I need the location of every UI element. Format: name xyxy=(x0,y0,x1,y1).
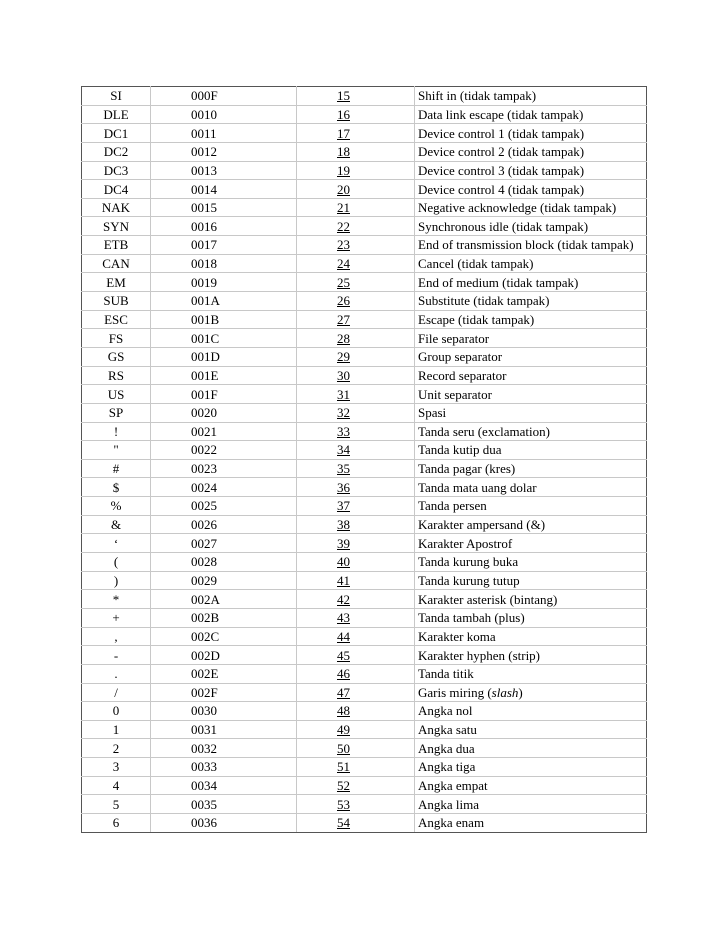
char-cell: 4 xyxy=(82,776,151,795)
hex-code-cell: 0036 xyxy=(151,813,297,832)
char-cell: 5 xyxy=(82,795,151,814)
description-cell: Tanda kurung tutup xyxy=(415,571,647,590)
decimal-code-link[interactable]: 27 xyxy=(337,312,350,327)
description-cell: Tanda pagar (kres) xyxy=(415,459,647,478)
table-row xyxy=(82,478,647,497)
decimal-code-cell xyxy=(297,608,415,627)
decimal-code-cell xyxy=(297,161,415,180)
decimal-code-link[interactable]: 28 xyxy=(337,330,350,346)
decimal-code-cell xyxy=(297,590,415,609)
decimal-code-link[interactable]: 50 xyxy=(337,740,350,756)
char-cell: & xyxy=(82,515,151,534)
hex-code-cell: 0026 xyxy=(151,515,297,534)
table-row xyxy=(82,347,647,366)
decimal-code-cell xyxy=(297,795,415,814)
decimal-code-cell xyxy=(297,124,415,143)
description-cell: Synchronous idle (tidak tampak) xyxy=(415,217,647,236)
table-row xyxy=(82,273,647,292)
decimal-code-cell xyxy=(297,497,415,516)
table-row xyxy=(82,441,647,460)
description-cell: Angka nol xyxy=(415,702,647,721)
table-row xyxy=(82,142,647,161)
table-row xyxy=(82,254,647,273)
decimal-code-cell xyxy=(297,347,415,366)
char-cell: FS xyxy=(82,329,151,348)
hex-code-cell: 001F xyxy=(151,385,297,404)
description-cell: Tanda titik xyxy=(415,664,647,683)
decimal-code-cell xyxy=(297,758,415,777)
hex-code-cell: 001C xyxy=(151,329,297,348)
description-cell: Tanda kutip dua xyxy=(415,441,647,460)
table-row xyxy=(82,571,647,590)
decimal-code-cell xyxy=(297,217,415,236)
hex-code-cell: 0016 xyxy=(151,217,297,236)
decimal-code-cell xyxy=(297,329,415,348)
table-row xyxy=(82,627,647,646)
description-cell: Group separator xyxy=(415,347,647,366)
table-row xyxy=(82,161,647,180)
decimal-code-cell xyxy=(297,478,415,497)
decimal-code-cell xyxy=(297,720,415,739)
table-row xyxy=(82,813,647,832)
table-row xyxy=(82,198,647,217)
table-row xyxy=(82,236,647,255)
table-row xyxy=(82,180,647,199)
decimal-code-cell xyxy=(297,683,415,702)
decimal-code-link[interactable]: 21 xyxy=(337,200,350,216)
decimal-code-cell xyxy=(297,627,415,646)
table-row xyxy=(82,720,647,739)
decimal-code-link[interactable]: 19 xyxy=(337,162,350,178)
hex-code-cell: 0019 xyxy=(151,273,297,292)
decimal-code-link[interactable]: 46 xyxy=(337,666,350,682)
char-cell: RS xyxy=(82,366,151,385)
char-cell: CAN xyxy=(82,254,151,273)
description-cell: File separator xyxy=(415,329,647,348)
char-cell: " xyxy=(82,441,151,460)
decimal-code-link[interactable]: 51 xyxy=(337,759,350,775)
description-cell: Angka tiga xyxy=(415,758,647,777)
decimal-code-link[interactable]: 23 xyxy=(337,237,350,253)
table-row xyxy=(82,795,647,814)
decimal-code-cell xyxy=(297,366,415,385)
description-cell: End of transmission block (tidak tampak) xyxy=(415,236,647,255)
hex-code-cell: 002C xyxy=(151,627,297,646)
decimal-code-link[interactable]: 54 xyxy=(337,815,350,831)
decimal-code-cell xyxy=(297,310,415,329)
description-cell: Tanda kurung buka xyxy=(415,553,647,572)
decimal-code-link[interactable]: 44 xyxy=(337,628,350,644)
decimal-code-link[interactable]: 45 xyxy=(337,647,350,663)
description-cell: Substitute (tidak tampak) xyxy=(415,292,647,311)
table-row xyxy=(82,646,647,665)
char-cell: SP xyxy=(82,403,151,422)
decimal-code-link[interactable]: 22 xyxy=(337,218,350,234)
description-cell: Tanda seru (exclamation) xyxy=(415,422,647,441)
description-cell: Tanda tambah (plus) xyxy=(415,608,647,627)
hex-code-cell: 001E xyxy=(151,366,297,385)
decimal-code-cell xyxy=(297,198,415,217)
char-cell: ! xyxy=(82,422,151,441)
hex-code-cell: 0033 xyxy=(151,758,297,777)
description-cell: Escape (tidak tampak) xyxy=(415,310,647,329)
decimal-code-cell xyxy=(297,385,415,404)
table-row xyxy=(82,124,647,143)
description-cell: Spasi xyxy=(415,403,647,422)
decimal-code-cell xyxy=(297,776,415,795)
table-row xyxy=(82,497,647,516)
description-cell: Device control 3 (tidak tampak) xyxy=(415,161,647,180)
decimal-code-cell xyxy=(297,646,415,665)
table-row xyxy=(82,534,647,553)
char-cell: 2 xyxy=(82,739,151,758)
hex-code-cell: 0018 xyxy=(151,254,297,273)
description-cell: Karakter koma xyxy=(415,627,647,646)
char-cell: SYN xyxy=(82,217,151,236)
char-cell: , xyxy=(82,627,151,646)
table-row xyxy=(82,515,647,534)
description-cell: Karakter hyphen (strip) xyxy=(415,646,647,665)
hex-code-cell: 0022 xyxy=(151,441,297,460)
char-cell: DLE xyxy=(82,105,151,124)
decimal-code-cell xyxy=(297,459,415,478)
description-cell: Karakter asterisk (bintang) xyxy=(415,590,647,609)
char-cell: 3 xyxy=(82,758,151,777)
decimal-code-link[interactable]: 43 xyxy=(337,610,350,626)
hex-code-cell: 0010 xyxy=(151,105,297,124)
decimal-code-cell xyxy=(297,292,415,311)
decimal-code-link[interactable]: 49 xyxy=(337,722,350,738)
hex-code-cell: 0011 xyxy=(151,124,297,143)
hex-code-cell: 002B xyxy=(151,608,297,627)
table-row xyxy=(82,403,647,422)
hex-code-cell: 0035 xyxy=(151,795,297,814)
char-cell: NAK xyxy=(82,198,151,217)
decimal-code-link[interactable]: 36 xyxy=(337,479,350,495)
description-cell: Shift in (tidak tampak) xyxy=(415,87,647,106)
char-cell: ) xyxy=(82,571,151,590)
decimal-code-cell xyxy=(297,553,415,572)
description-cell xyxy=(415,683,647,702)
hex-code-cell: 001B xyxy=(151,310,297,329)
description-cell: Tanda persen xyxy=(415,497,647,516)
decimal-code-cell xyxy=(297,273,415,292)
decimal-code-link[interactable]: 47 xyxy=(337,684,350,700)
char-cell: DC1 xyxy=(82,124,151,143)
char-cell: DC2 xyxy=(82,142,151,161)
decimal-code-link[interactable]: 38 xyxy=(337,517,350,533)
char-cell: DC4 xyxy=(82,180,151,199)
hex-code-cell: 000F xyxy=(151,87,297,106)
decimal-code-cell xyxy=(297,702,415,721)
decimal-code-cell xyxy=(297,403,415,422)
char-cell: SI xyxy=(82,87,151,106)
hex-code-cell: 0015 xyxy=(151,198,297,217)
decimal-code-cell xyxy=(297,534,415,553)
table-row xyxy=(82,758,647,777)
char-cell: US xyxy=(82,385,151,404)
decimal-code-cell xyxy=(297,664,415,683)
decimal-code-link[interactable]: 20 xyxy=(337,181,350,197)
description-cell: Angka lima xyxy=(415,795,647,814)
table-row xyxy=(82,217,647,236)
decimal-code-link[interactable]: 16 xyxy=(337,106,350,122)
description-cell: Karakter Apostrof xyxy=(415,534,647,553)
char-cell: EM xyxy=(82,273,151,292)
decimal-code-link[interactable]: 32 xyxy=(337,405,350,421)
ascii-table-body xyxy=(82,87,647,833)
hex-code-cell: 0020 xyxy=(151,403,297,422)
decimal-code-cell xyxy=(297,515,415,534)
char-cell: ( xyxy=(82,553,151,572)
hex-code-cell: 0030 xyxy=(151,702,297,721)
decimal-code-link[interactable]: 33 xyxy=(337,423,350,439)
hex-code-cell: 002D xyxy=(151,646,297,665)
table-row xyxy=(82,385,647,404)
hex-code-cell: 002E xyxy=(151,664,297,683)
hex-code-cell: 0017 xyxy=(151,236,297,255)
decimal-code-link[interactable]: 18 xyxy=(337,144,350,160)
decimal-code-cell xyxy=(297,105,415,124)
decimal-code-cell xyxy=(297,739,415,758)
decimal-code-cell xyxy=(297,813,415,832)
description-text: Garis miring ( xyxy=(418,684,492,700)
decimal-code-cell xyxy=(297,142,415,161)
char-cell: SUB xyxy=(82,292,151,311)
char-cell: / xyxy=(82,683,151,702)
table-row xyxy=(82,776,647,795)
hex-code-cell: 0014 xyxy=(151,180,297,199)
decimal-code-link[interactable]: 34 xyxy=(337,442,350,458)
decimal-code-link[interactable]: 35 xyxy=(337,461,350,477)
table-row xyxy=(82,422,647,441)
decimal-code-link[interactable]: 53 xyxy=(337,796,350,812)
decimal-code-cell xyxy=(297,180,415,199)
char-cell: # xyxy=(82,459,151,478)
decimal-code-cell xyxy=(297,87,415,106)
char-cell: % xyxy=(82,497,151,516)
table-row xyxy=(82,702,647,721)
hex-code-cell: 0021 xyxy=(151,422,297,441)
hex-code-cell: 0024 xyxy=(151,478,297,497)
table-row xyxy=(82,459,647,478)
description-cell: Cancel (tidak tampak) xyxy=(415,254,647,273)
description-cell: Karakter ampersand (&) xyxy=(415,515,647,534)
description-cell: End of medium (tidak tampak) xyxy=(415,273,647,292)
table-row xyxy=(82,366,647,385)
description-cell: Device control 2 (tidak tampak) xyxy=(415,142,647,161)
hex-code-cell: 0027 xyxy=(151,534,297,553)
char-cell: GS xyxy=(82,347,151,366)
description-text-after: ) xyxy=(518,684,523,700)
char-cell: ESC xyxy=(82,310,151,329)
decimal-code-cell xyxy=(297,441,415,460)
decimal-code-link[interactable]: 42 xyxy=(337,591,350,607)
char-cell: + xyxy=(82,608,151,627)
char-cell: . xyxy=(82,664,151,683)
description-cell: Device control 4 (tidak tampak) xyxy=(415,180,647,199)
description-cell: Angka empat xyxy=(415,776,647,795)
char-cell: 6 xyxy=(82,813,151,832)
description-cell: Angka dua xyxy=(415,739,647,758)
hex-code-cell: 001D xyxy=(151,347,297,366)
decimal-code-link[interactable]: 15 xyxy=(337,88,350,104)
decimal-code-cell xyxy=(297,236,415,255)
table-row xyxy=(82,329,647,348)
decimal-code-link[interactable]: 30 xyxy=(337,367,350,383)
table-row xyxy=(82,310,647,329)
decimal-code-link[interactable]: 48 xyxy=(337,703,350,719)
hex-code-cell: 0013 xyxy=(151,161,297,180)
decimal-code-link[interactable]: 25 xyxy=(337,274,350,290)
hex-code-cell: 002F xyxy=(151,683,297,702)
description-cell: Unit separator xyxy=(415,385,647,404)
char-cell: $ xyxy=(82,478,151,497)
char-cell: ETB xyxy=(82,236,151,255)
char-cell: * xyxy=(82,590,151,609)
description-cell: Negative acknowledge (tidak tampak) xyxy=(415,198,647,217)
decimal-code-link[interactable]: 52 xyxy=(337,778,350,794)
hex-code-cell: 002A xyxy=(151,590,297,609)
table-row xyxy=(82,739,647,758)
table-row xyxy=(82,292,647,311)
char-cell: 1 xyxy=(82,720,151,739)
description-italic-text: slash xyxy=(491,684,519,700)
hex-code-cell: 0012 xyxy=(151,142,297,161)
table-row xyxy=(82,608,647,627)
decimal-code-link[interactable]: 29 xyxy=(337,349,350,365)
decimal-code-link[interactable]: 31 xyxy=(337,386,350,402)
table-row xyxy=(82,590,647,609)
description-cell: Tanda mata uang dolar xyxy=(415,478,647,497)
decimal-code-link[interactable]: 24 xyxy=(337,256,350,272)
hex-code-cell: 0029 xyxy=(151,571,297,590)
description-cell: Angka satu xyxy=(415,720,647,739)
table-row xyxy=(82,105,647,124)
table-row xyxy=(82,664,647,683)
hex-code-cell: 0023 xyxy=(151,459,297,478)
table-row xyxy=(82,553,647,572)
description-cell: Record separator xyxy=(415,366,647,385)
decimal-code-link[interactable]: 37 xyxy=(337,498,350,514)
decimal-code-cell xyxy=(297,254,415,273)
decimal-code-link[interactable]: 39 xyxy=(337,535,350,551)
decimal-code-link[interactable]: 26 xyxy=(337,293,350,309)
decimal-code-cell xyxy=(297,422,415,441)
decimal-code-link[interactable]: 17 xyxy=(337,125,350,141)
char-cell: ‘ xyxy=(82,534,151,553)
hex-code-cell: 0028 xyxy=(151,553,297,572)
hex-code-cell: 0034 xyxy=(151,776,297,795)
table-row xyxy=(82,683,647,702)
char-cell: DC3 xyxy=(82,161,151,180)
description-cell: Data link escape (tidak tampak) xyxy=(415,105,647,124)
decimal-code-link[interactable]: 41 xyxy=(337,572,350,588)
table-row xyxy=(82,87,647,106)
decimal-code-cell xyxy=(297,571,415,590)
decimal-code-link[interactable]: 40 xyxy=(337,554,350,570)
hex-code-cell: 0031 xyxy=(151,720,297,739)
description-cell: Device control 1 (tidak tampak) xyxy=(415,124,647,143)
hex-code-cell: 001A xyxy=(151,292,297,311)
description-cell: Angka enam xyxy=(415,813,647,832)
hex-code-cell: 0032 xyxy=(151,739,297,758)
char-cell: - xyxy=(82,646,151,665)
ascii-table xyxy=(81,86,647,833)
hex-code-cell: 0025 xyxy=(151,497,297,516)
char-cell: 0 xyxy=(82,702,151,721)
